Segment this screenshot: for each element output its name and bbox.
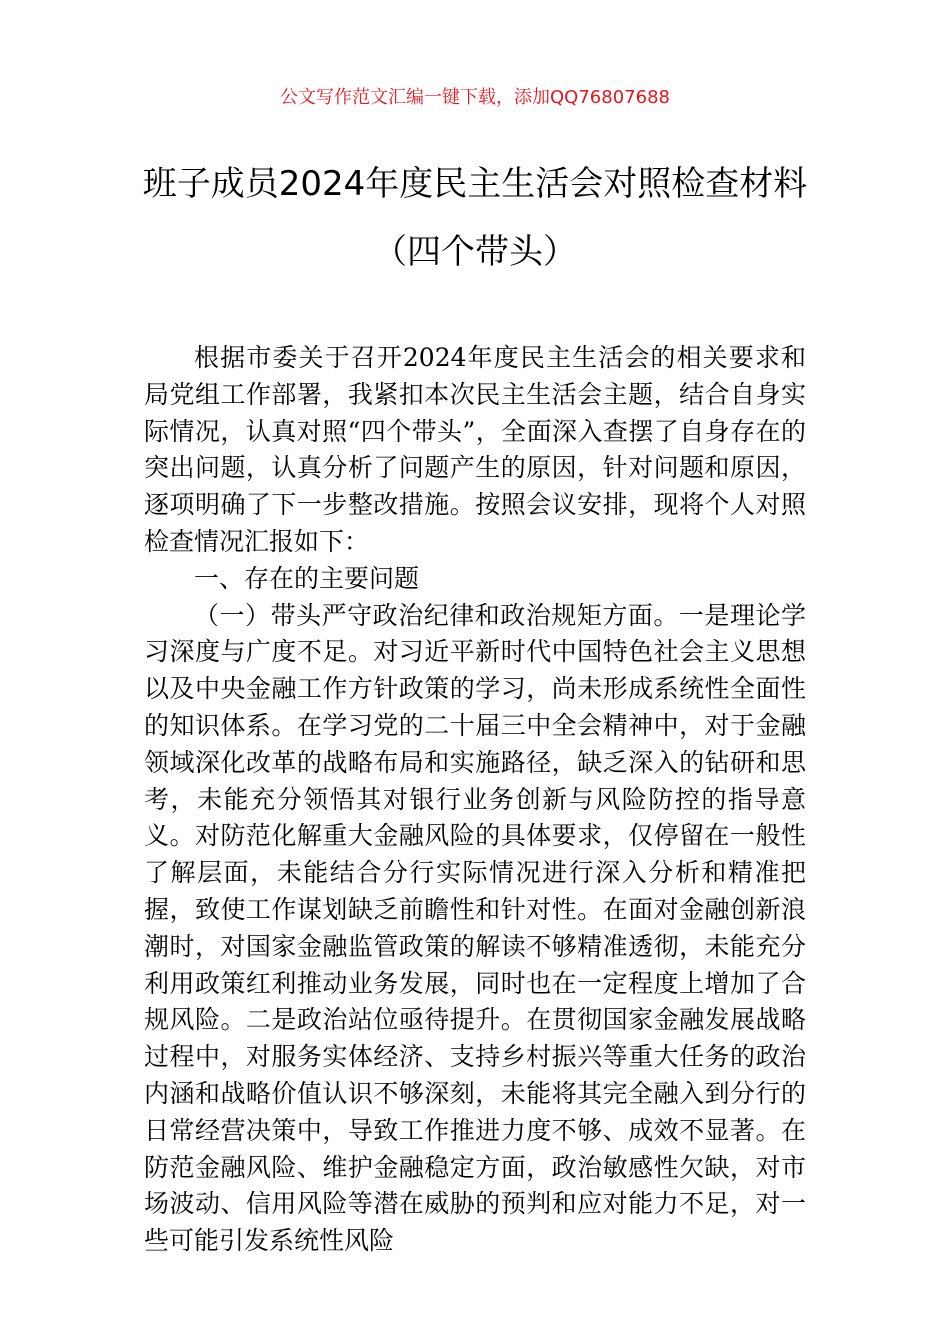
section-heading: 一、存在的主要问题 xyxy=(194,563,420,593)
intro-paragraph: 根据市委关于召开2024年度民主生活会的相关要求和局党组工作部署，我紧扣本次民主生活会主题，结合自身实际情况，认真对照“四个带头”，全面深入查摆了自身存在的突出问题，认真分析了问题产生的原因，针对问题和原因，逐项明确了下一步整改措施。按照会议安排，现将个人对照检查情况汇报如下： xyxy=(144,343,806,556)
document-body xyxy=(144,340,806,1260)
document-title: 班子成员2024年度民主生活会对照检查材料（四个带头） xyxy=(142,164,808,272)
body-paragraph: （一）带头严守政治纪律和政治规矩方面。一是理论学习深度与广度不足。对习近平新时代中国特色社会主义思想以及中央金融工作方针政策的学习，尚未形成系统性全面性的知识体系。在学习党的二十届三中全会精神中，对于金融领域深化改革的战略布局和实施路径，缺乏深入的钻研和思考，未能充分领悟其对银行业务创新与风险防控的指导意义。对防范化解重大金融风险的具体要求，仅停留在一般性了解层面，未能结合分行实际情况进行深入分析和精准把握，致使工作谋划缺乏前瞻性和针对性。在面对金融创新浪潮时，对国家金融监管政策的解读不够精准透彻，未能充分利用政策红利推动业务发展，同时也在一定程度上增加了合规风险。二是政治站位亟待提升。在贯彻国家金融发展战略过程中，对服务实体经济、支持乡村振兴等重大任务的政治内涵和战略价值认识不够深刻，未能将其完全融入到分行的日常经营决策中，导致工作推进力度不够、成效不显著。在防范金融风险、维护金融稳定方面，政治敏感性欠缺，对市场波动、信用风险等潜在威胁的预判和应对能力不足，对一些可能引发系统性风险 xyxy=(144,600,806,1256)
download-banner: 公文写作范文汇编一键下载，添加QQ76807688 xyxy=(280,87,670,108)
